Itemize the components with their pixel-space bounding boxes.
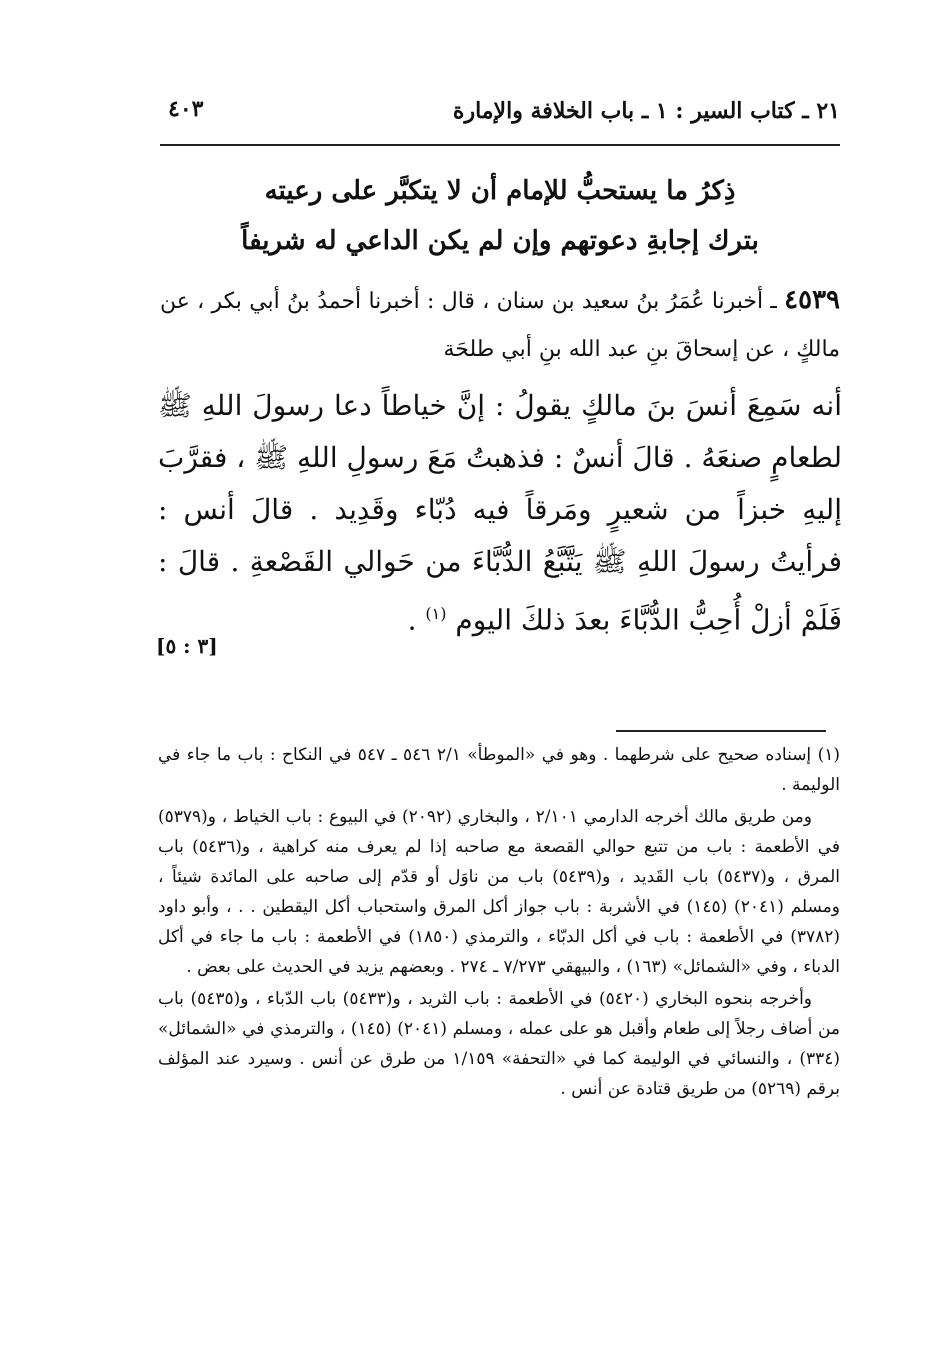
running-header xyxy=(168,92,840,136)
chapter-heading xyxy=(180,166,820,266)
footnote-paragraph: وأخرجه بنحوه البخاري (٥٤٢٠) في الأطعمة : باب الثريد ، و(٥٤٣٣) باب الدّباء ، و(٥٤٣٥) باب من أضاف رجلاً إلى طعام وأقبل هو على عمله ، ومسلم (٢٠٤١) (١٤٥) ، والترمذي في «الشمائل» (٣٣٤) ، والنسائي في الوليمة كما في «التحفة» ١/١٥٩ من طرق عن أنس . وسيرد عند المؤلف برقم (٥٢٦٩) من طريق قتادة عن أنس . xyxy=(158,989,841,1099)
hadith-matn xyxy=(158,380,842,646)
header-divider xyxy=(160,144,840,146)
hadith-isnad xyxy=(160,276,840,374)
hadith-number: ٤٥٣٩ xyxy=(784,285,840,315)
footnote-paragraph: (١) إسناده صحيح على شرطهما . وهو في «الموطأ» ٢/١ ٥٤٦ ـ ٥٤٧ في النكاح : باب ما جاء في الوليمة . xyxy=(158,745,841,795)
footnote-paragraph: ومن طريق مالك أخرجه الدارمي ٢/١٠١ ، والبخاري (٢٠٩٢) في البيوع : باب الخياط ، و(٥٣٧٩) في الأطعمة : باب من تتبع حوالي القصعة مع صاحبه إذا لم يعرف منه كراهية ، و(٥٤٣٦) باب المرق ، و(٥٤٣٧) باب القَديد ، و(٥٤٣٩) باب من ناوَل أو قدّم إلى صاحبه على المائدة شيئاً ، ومسلم (٢٠٤١) (١٤٥) في الأشربة : باب جواز أكل المرق واستحباب أكل اليقطين . . ، وأبو داود (٣٧٨٢) في الأطعمة : باب في أكل الدبّاء ، والترمذي (١٨٥٠) في الأطعمة : باب ما جاء في أكل الدباء ، وفي «الشمائل» (١٦٣) ، والبيهقي ٧/٢٧٣ ـ ٢٧٤ . وبعضهم يزيد في الحديث على بعض . xyxy=(158,807,840,977)
isnad-text: ـ أخبرنا عُمَرُ بنُ سعيد بن سنان ، قال : أخبرنا أحمدُ بنُ أبي بكر ، عن مالكٍ ، عن إسحاقَ بنِ عبد الله بنِ أبي طلحَة xyxy=(160,289,840,362)
matn-text: أنه سَمِعَ أنسَ بنَ مالكٍ يقولُ : إنَّ خياطاً دعا رسولَ اللهِ ﷺ لطعامٍ صنعَهُ . قالَ أنسٌ : فذهبتُ مَعَ رسولِ اللهِ ﷺ ، فقرَّبَ إليهِ خبزاً من شعيرٍ ومَرقاً فيه دُبّاء وقَدِيد . قالَ أنس : فرأيتُ رسولَ اللهِ ﷺ يَتَّبَّعُ الدُّبَّاءَ من حَوالي القَصْعةِ . قالَ : فَلَمْ أزلْ أُحِبُّ الدُّبَّاءَ بعدَ ذلكَ اليوم xyxy=(158,389,842,637)
page-number: ٤٠٣ xyxy=(168,96,204,122)
footnote-reference: (١) xyxy=(425,604,447,623)
matn-end-period: . xyxy=(407,603,426,637)
chapter-heading-line-1: ذِكرُ ما يستحبُّ للإمام أن لا يتكبَّر على رعيته xyxy=(264,176,736,206)
header-title: ٢١ ـ كتاب السير : ١ ـ باب الخلافة والإمارة xyxy=(452,98,840,124)
footnote-divider xyxy=(616,730,826,732)
footnotes-section xyxy=(158,740,840,1106)
chapter-heading-line-2: بترك إجابةِ دعوتهم وإن لم يكن الداعي له شريفاً xyxy=(241,226,759,256)
hadith-grading: [٣ : ٥] xyxy=(156,634,218,658)
